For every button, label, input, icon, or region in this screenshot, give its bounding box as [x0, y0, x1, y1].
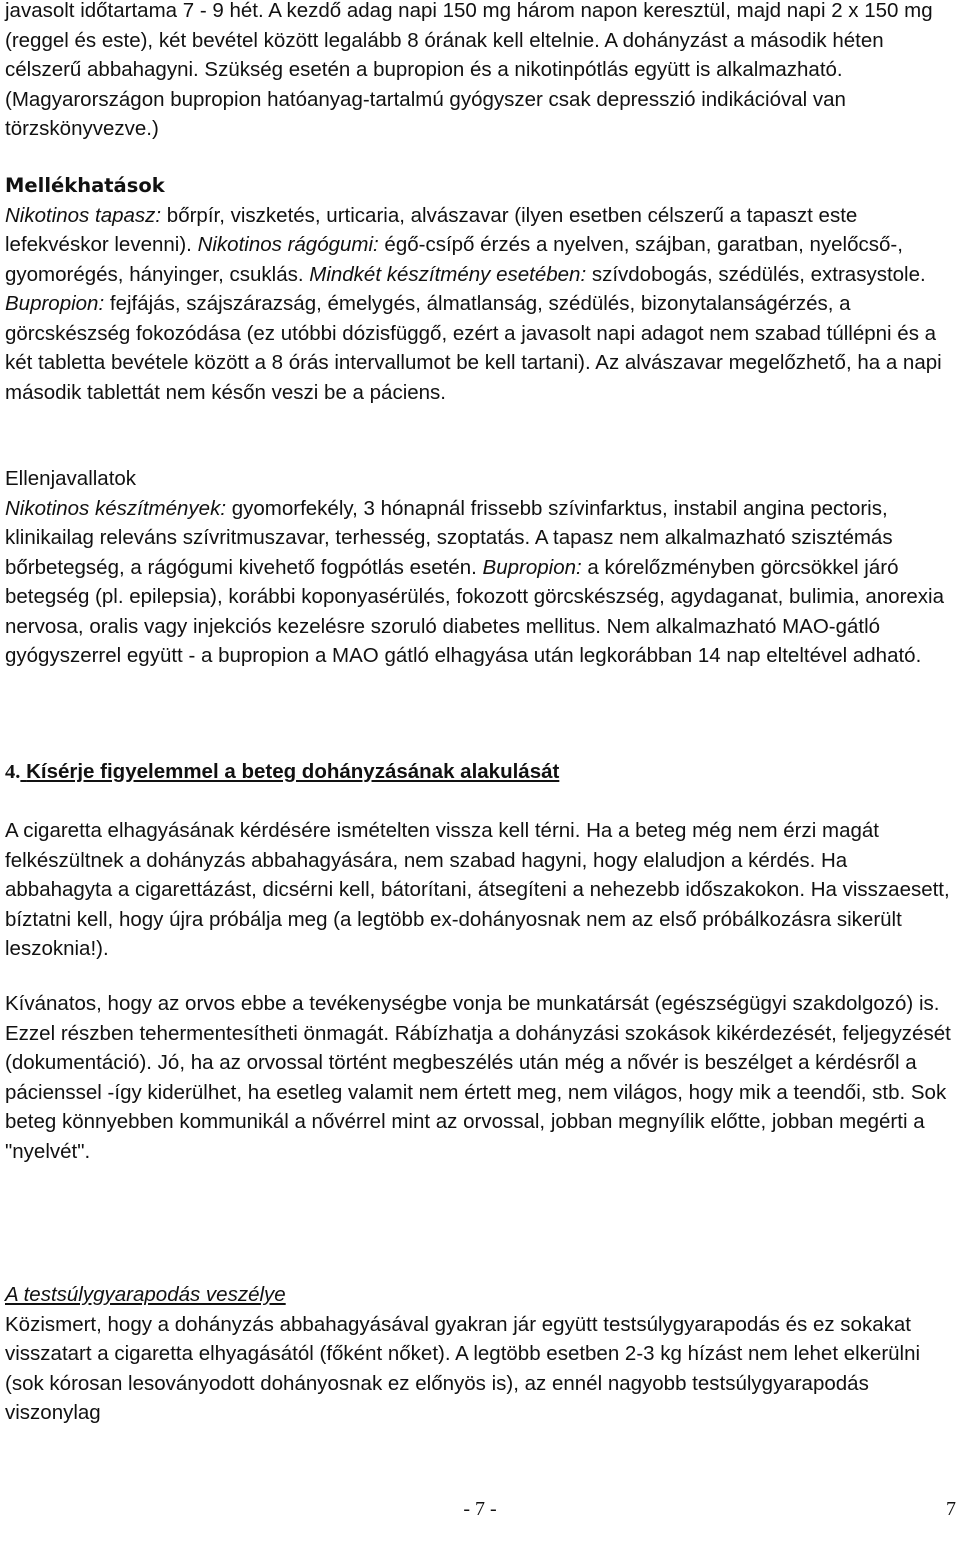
label-bupropion-contra: Bupropion:	[482, 555, 582, 579]
side-effects-heading: Mellékhatások	[5, 174, 165, 197]
label-patch: Nikotinos tapasz:	[5, 203, 162, 227]
text-patch: bőrpír, viszketés, urticaria, alvászavar (ilyen esetben célszerű a tapaszt este lefekvéskor levenni).	[5, 203, 858, 256]
text-nicotine-products: gyomorfekély, 3 hónapnál frissebb szívinfarktus, instabil angina pectoris, klinikailag releváns szívritmuszavar, terhesség, szoptatás. A tapasz nem alkalmazható szisztémás bőrbetegség, a rágógumi kivehető fogpótlás esetén.	[5, 496, 893, 579]
label-bupropion: Bupropion:	[5, 292, 105, 315]
weight-paragraph: Közismert, hogy a dohányzás abbahagyásával gyakran jár együtt testsúlygyarapodás és ez sokakat visszatart a cigaretta elhyagásától (főként nőket). A legtöbb esetben 2-3 kg hízást nem lehet elkerülni (sok kórosan lesoványodott dohányosnak ez előnyös is), az ennél nagyobb testsúlygyarapodás viszonylag	[5, 1312, 921, 1424]
text-bupropion-contra: a kórelőzményben görcsökkel járó betegség (pl. epilepsia), korábbi koponyasérülés, fokozott görcskészség, agydaganat, bulimia, anorexia nervosa, oralis vagy injekciós kezelésre szoruló diabetes mellitus. Nem alkalmazható MAO-gátló gyógyszerrel együtt - a bupropion a MAO gátló elhagyása után legkorábban 14 nap elteltével adható.	[5, 555, 944, 667]
section-4-paragraph-1: A cigaretta elhagyásának kérdésére ismételten vissza kell térni. Ha a beteg még nem érzi magát felkészültnek a dohányzás abbahagyására, nem szabad hagyni, hogy elaludjon a kérdés. Ha abbahagyta a cigarettázást, dicsérni kell, bátorítani, átsegíteni a nehezebb időszakokon. Ha visszaesett, bíztatni kell, hogy újra próbálja meg (a legtöbb ex-dohányosnak nem az első próbálkozásra sikerült leszoknia!).	[5, 819, 950, 960]
section-4-para-1-block	[5, 816, 955, 964]
page-number-right: 7	[946, 1498, 956, 1520]
contraindications-paragraph	[5, 494, 955, 671]
label-nicotine-products: Nikotinos készítmények:	[5, 496, 227, 520]
label-gum: Nikotinos rágógumi:	[197, 233, 379, 256]
side-effects-section	[5, 171, 955, 407]
section-4-para-2-block	[5, 989, 955, 1166]
label-both: Mindkét készítmény esetében:	[309, 262, 587, 286]
text-bupropion: fejfájás, szájszárazság, émelygés, álmatlanság, szédülés, bizonytalanságérzés, a görcskészség fokozódása (ez utóbbi dózisfüggő, ezért a javasolt napi adagot nem szabad túllépni és a két tabletta bevétele között a 8 órás intervallumot be kell tartani). Az alvászavar megelőzhető, ha a napi második tablettát nem későn veszi be a páciens.	[5, 292, 942, 404]
contraindications-section	[5, 464, 955, 671]
section-4-paragraph-2: Kívánatos, hogy az orvos ebbe a tevékenységbe vonja be munkatársát (egészségügyi szakdolgozó) is. Ezzel részben tehermentesítheti önmagát. Rábízhatja a dohányzási szokások kikérdezését, feljegyzését (dokumentáció). Jó, ha az orvossal történt megbeszélés után még a nővér is beszélget a kérdésről a pácienssel -így kiderülhet, ha esetleg valamit nem értett meg, nem világos, hogy mik a teendői, stb. Sok beteg könnyebben kommunikál a nővérrel mint az orvossal, jobban megnyílik előtte, jobban megérti a "nyelvét".	[5, 992, 951, 1163]
text-both: szívdobogás, szédülés, extrasystole.	[586, 262, 926, 286]
contraindications-heading: Ellenjavallatok	[5, 467, 137, 490]
section-4-number: 4.	[5, 761, 21, 783]
side-effects-paragraph	[5, 201, 955, 408]
text-gum: égő-csípő érzés a nyelven, szájban, garatban, nyelőcső-, gyomorégés, hányinger, csuklás.	[5, 233, 903, 286]
section-4-heading	[5, 757, 955, 788]
weight-heading: A testsúlygyarapodás veszélye	[5, 1283, 286, 1306]
intro-paragraph: javasolt időtartama 7 - 9 hét. A kezdő adag napi 150 mg három napon keresztül, majd napi 2 x 150 mg (reggel és este), két bevétel között legalább 8 órának kell eltelnie. A dohányzást a második héten célszerű abbahagyni. Szükség esetén a bupropion és a nikotinpótlás együtt is alkalmazható. (Magyarországon bupropion hatóanyag-tartalmú gyógyszer csak depresszió indikációval van törzskönyvezve.)	[5, 0, 933, 140]
weight-section	[5, 1280, 955, 1428]
section-4	[5, 757, 955, 788]
intro-section	[5, 0, 955, 144]
section-4-title: Kísérje figyelemmel a beteg dohányzásának alakulását	[26, 760, 560, 783]
page-number-center: - 7 -	[463, 1498, 497, 1520]
